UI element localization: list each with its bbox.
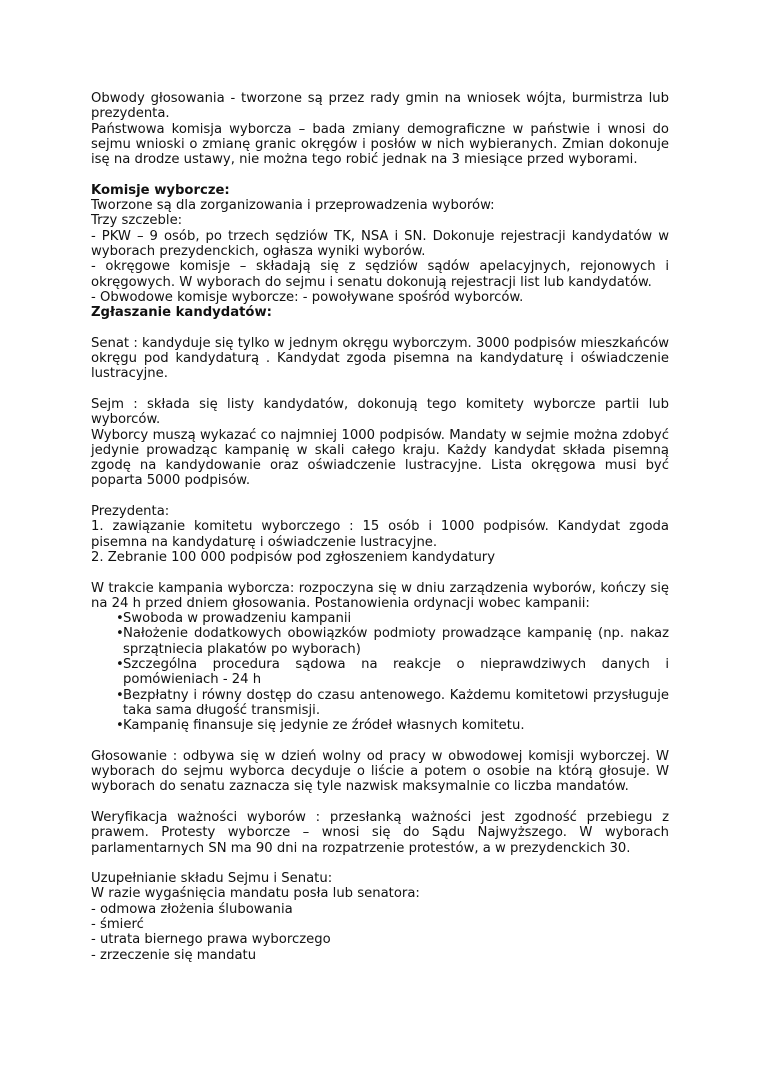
heading-zglaszanie: Zgłaszanie kandydatów: bbox=[91, 305, 272, 321]
kampania-list bbox=[91, 611, 669, 733]
paragraph-sejm-wyborcy: Wyborcy muszą wykazać co najmniej 1000 podpisów. Mandaty w sejmie można zdobyć jedynie prowadząc kampanię w skali całego kraju. Każdy kandydat składa pisemną zgodę na kandydowanie oraz oświadczenie lustracyjne. Lista okręgowa musi być poparta 5000 podpisów. bbox=[91, 427, 669, 489]
document-page bbox=[91, 91, 669, 963]
list-item: • Kampanię finansuje się jedynie ze źródeł własnych komitetu. bbox=[91, 718, 669, 733]
list-item: • Szczególna procedura sądowa na reakcje o nieprawdziwych danych i pomówieniach - 24 h bbox=[91, 657, 669, 688]
list-item: • Bezpłatny i równy dostęp do czasu antenowego. Każdemu komitetowi przysługuje taka sama długość transmisji. bbox=[91, 688, 669, 719]
prezydenta-line: Prezydenta: bbox=[91, 504, 170, 520]
uzupelnianie-line: - zrzeczenie się mandatu bbox=[91, 947, 257, 963]
paragraph-sejm: Sejm : składa się listy kandydatów, dokonują tego komitety wyborcze partii lub wyborców. bbox=[91, 396, 669, 428]
komisje-line: - okręgowe komisje – składają się z sędziów sądów apelacyjnych, rejonowych i okręgowych. W wyborach do sejmu i senatu dokonują rejestracji list lub kandydatów. bbox=[91, 259, 669, 290]
heading-komisje: Komisje wyborcze: bbox=[91, 182, 230, 198]
paragraph-senat: Senat : kandyduje się tylko w jednym okręgu wyborczym. 3000 podpisów mieszkańców okręgu pod kandydaturą . Kandydat zgoda pisemna na kandydaturę i oświadczenie lustracyjne. bbox=[91, 335, 669, 382]
paragraph-glosowanie: Głosowanie : odbywa się w dzień wolny od pracy w obwodowej komisji wyborczej. W wyborach do sejmu wyborca decyduje o liście a potem o osobie na którą głosuje. W wyborach do senatu zaznacza się tyle nazwisk maksymalnie co liczba mandatów. bbox=[91, 748, 669, 795]
uzupelnianie-line: - odmowa złożenia ślubowania bbox=[91, 901, 293, 917]
uzupelnianie-line: Uzupełnianie składu Sejmu i Senatu: bbox=[91, 871, 333, 887]
paragraph-pkw: Państwowa komisja wyborcza – bada zmiany demograficzne w państwie i wnosi do sejmu wnioski o zmianę granic okręgów i posłów w nich wybieranych. Zmian dokonuje isę na drodze ustawy, nie można tego robić jednak na 3 miesiące przed wyborami. bbox=[91, 121, 669, 168]
komisje-line: - PKW – 9 osób, po trzech sędziów TK, NSA i SN. Dokonuje rejestracji kandydatów w wyborach prezydenckich, ogłasza wyniki wyborów. bbox=[91, 228, 669, 259]
komisje-line: Trzy szczeble: bbox=[91, 213, 183, 229]
list-item: • Nałożenie dodatkowych obowiązków podmioty prowadzące kampanię (np. nakaz sprzątniecia plakatów po wyborach) bbox=[91, 626, 669, 657]
prezydenta-line: 2. Zebranie 100 000 podpisów pod zgłoszeniem kandydatury bbox=[91, 549, 496, 565]
list-item: • Swoboda w prowadzeniu kampanii bbox=[91, 611, 669, 626]
uzupelnianie-line: - utrata biernego prawa wyborczego bbox=[91, 932, 331, 948]
uzupelnianie-line: - śmierć bbox=[91, 917, 144, 933]
prezydenta-line: 1. zawiązanie komitetu wyborczego : 15 osób i 1000 podpisów. Kandydat zgoda pisemna na kandydaturę i oświadczenie lustracyjne. bbox=[91, 519, 669, 550]
komisje-line: Tworzone są dla zorganizowania i przeprowadzenia wyborów: bbox=[91, 198, 495, 214]
uzupelnianie-line: W razie wygaśnięcia mandatu posła lub senatora: bbox=[91, 886, 420, 902]
paragraph-kampania: W trakcie kampania wyborcza: rozpoczyna się w dniu zarządzenia wyborów, kończy się na 24 h przed dniem głosowania. Postanowienia ordynacji wobec kampanii: bbox=[91, 580, 669, 611]
paragraph-weryfikacja: Weryfikacja ważności wyborów : przesłanką ważności jest zgodność przebiegu z prawem. Protesty wyborcze – wnosi się do Sądu Najwyższego. W wyborach parlamentarnych SN ma 90 dni na rozpatrzenie protestów, a w prezydenckich 30. bbox=[91, 809, 669, 856]
komisje-line: - Obwodowe komisje wyborcze: - powoływane spośród wyborców. bbox=[91, 289, 524, 305]
paragraph-obwody: Obwody głosowania - tworzone są przez rady gmin na wniosek wójta, burmistrza lub prezydenta. bbox=[91, 91, 669, 122]
